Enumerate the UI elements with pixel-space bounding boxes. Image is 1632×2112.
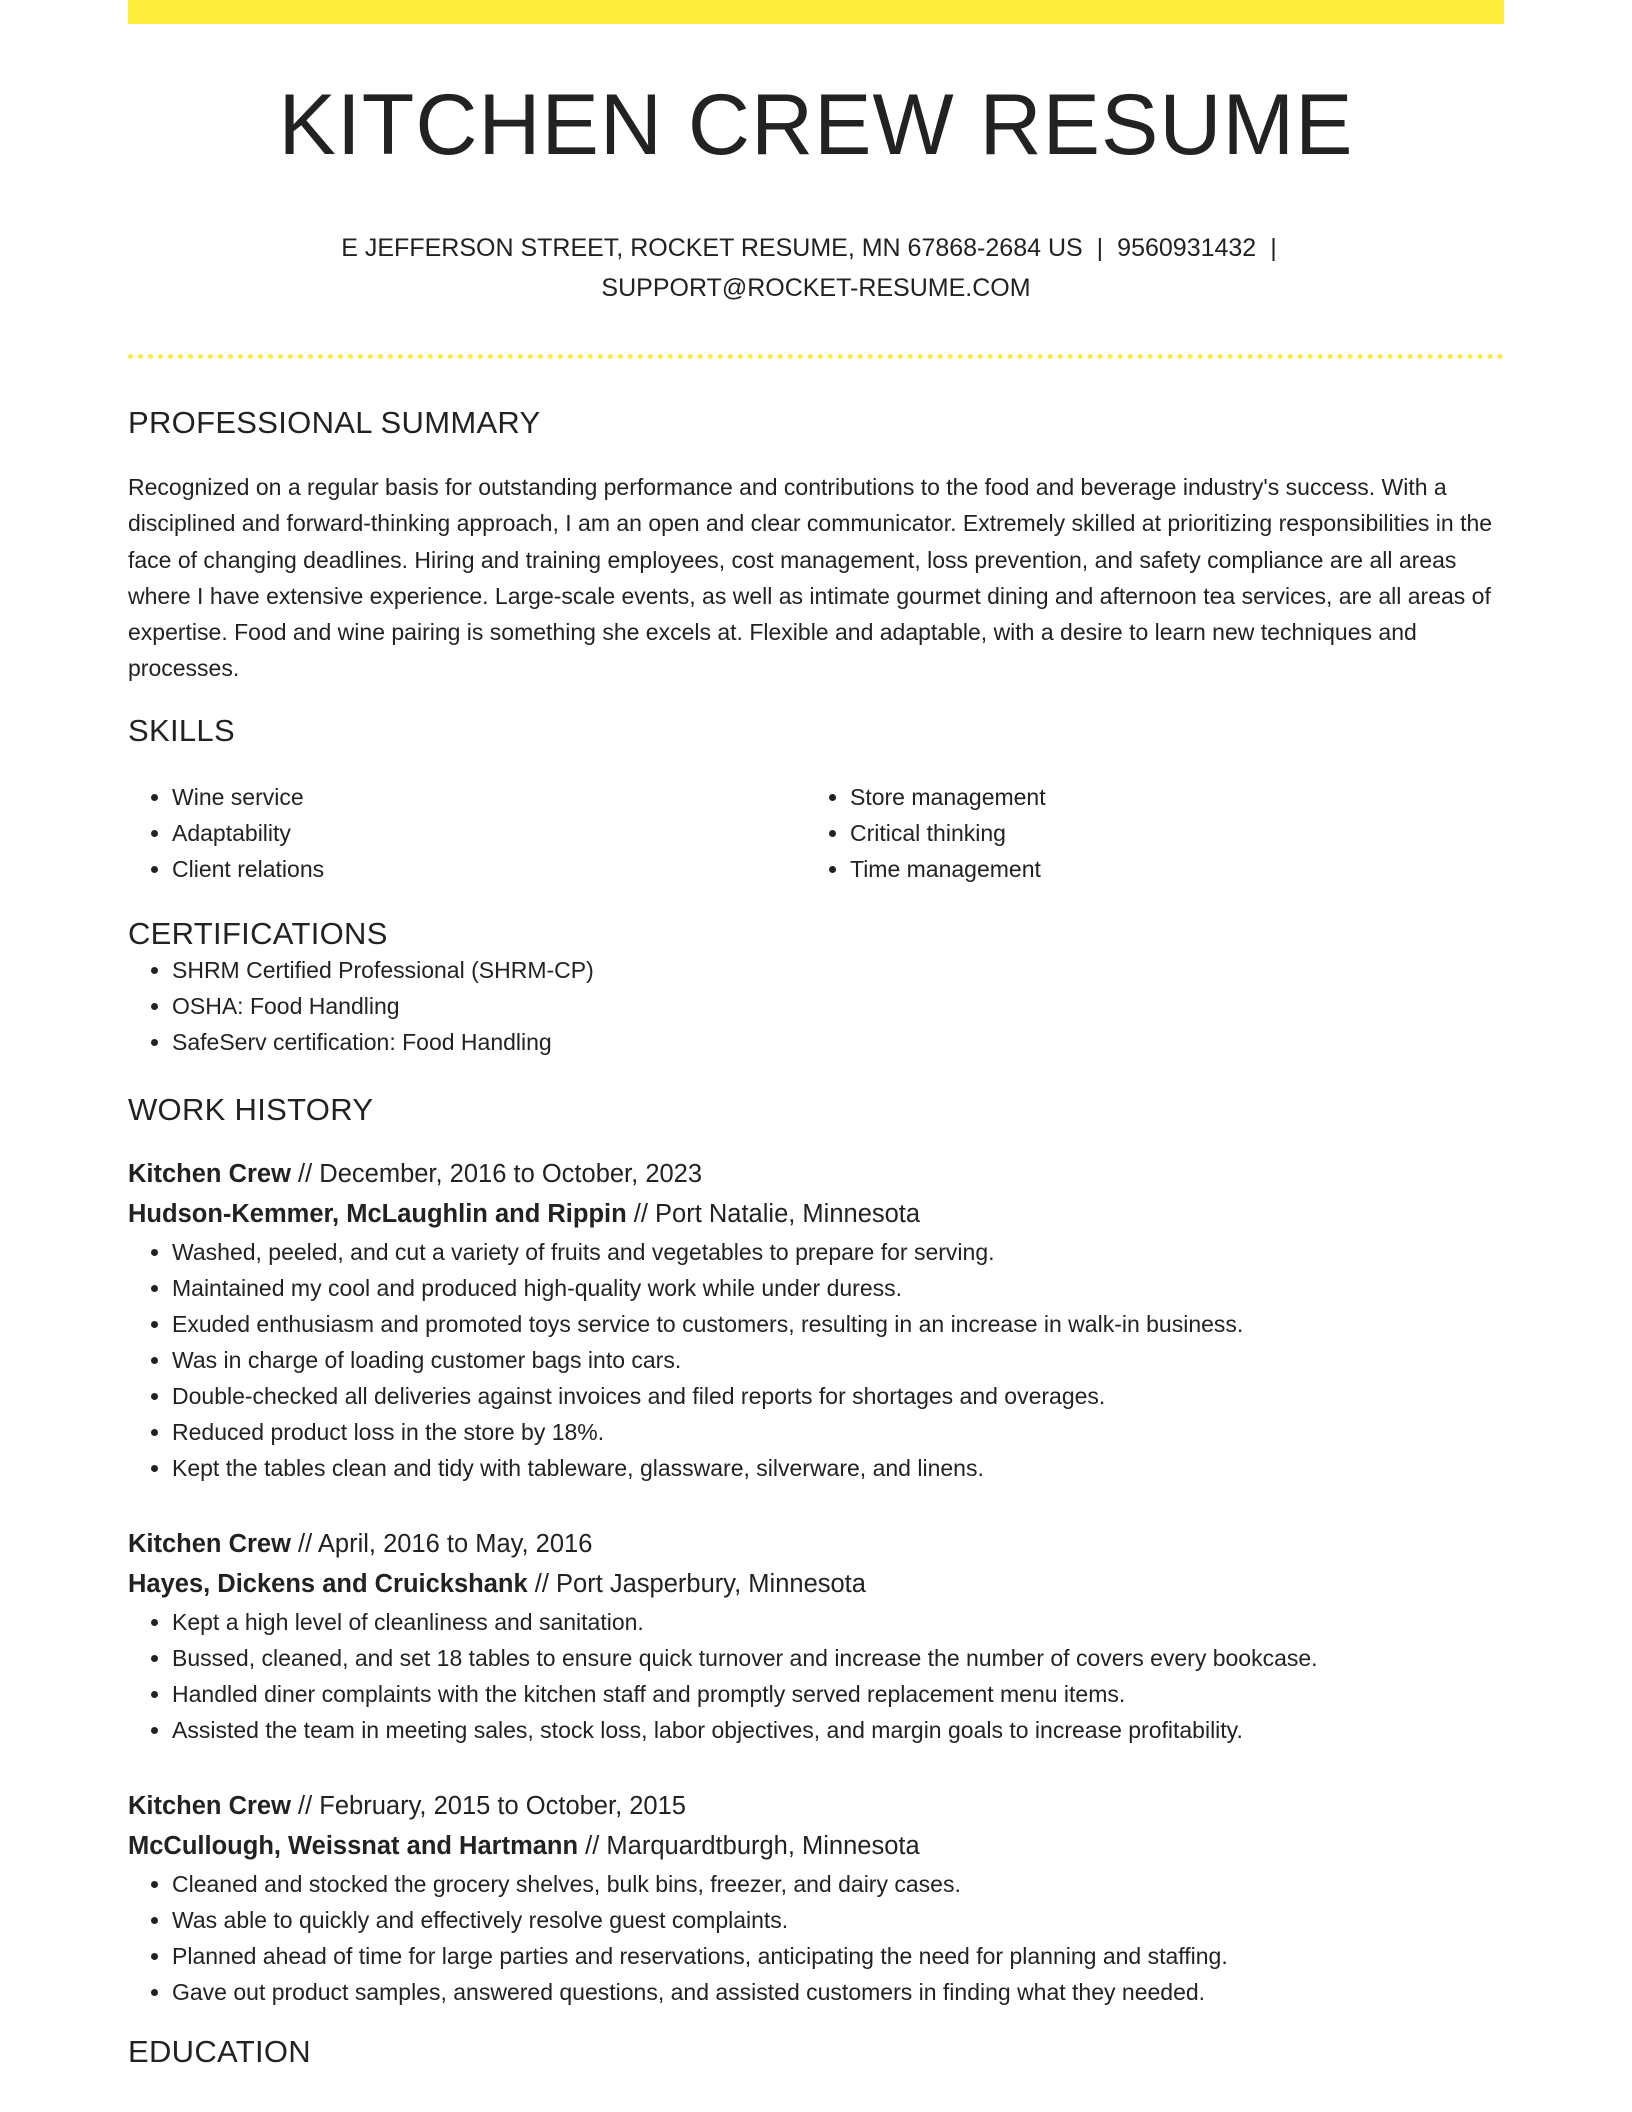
job-location: // Port Jasperbury, Minnesota — [527, 1569, 866, 1598]
job-company: McCullough, Weissnat and Hartmann — [128, 1831, 579, 1860]
job-role-line — [128, 1524, 1504, 1564]
certifications-section — [128, 916, 1504, 1060]
section-title-summary: PROFESSIONAL SUMMARY — [128, 405, 541, 440]
skills-list-left — [128, 779, 806, 887]
job-duty: • Reduced product loss in the store by 18%. — [172, 1414, 1504, 1450]
job-company-line — [128, 1564, 1504, 1604]
job-duties-list — [128, 1604, 1504, 1748]
skill-item: • Critical thinking — [850, 815, 1484, 851]
job-duty: • Was in charge of loading customer bags into cars. — [172, 1342, 1504, 1378]
job-duty: • Kept the tables clean and tidy with tableware, glassware, silverware, and linens. — [172, 1450, 1504, 1486]
job-entry — [128, 1786, 1504, 2010]
job-duty: • Double-checked all deliveries against invoices and filed reports for shortages and overages. — [172, 1378, 1504, 1414]
certifications-list — [128, 952, 1504, 1060]
contact-line-1 — [128, 228, 1504, 268]
certification-item: • SHRM Certified Professional (SHRM-CP) — [172, 952, 1504, 988]
job-role: Kitchen Crew — [128, 1791, 291, 1820]
skill-item: • Client relations — [172, 851, 806, 887]
summary-text: Recognized on a regular basis for outstanding performance and contributions to the food and beverage industry's success. With a disciplined and forward-thinking approach, I am an open and clear communicator. Extremely skilled at prioritizing responsibilities in the face of changing deadlines. Hiring and training employees, cost management, loss prevention, and safety compliance are all areas where I have extensive experience. Large-scale events, as well as intimate gourmet dining and afternoon tea services, are all areas of expertise. Food and wine pairing is something she excels at. Flexible and adaptable, with a desire to learn new techniques and processes. — [128, 474, 1493, 682]
job-role: Kitchen Crew — [128, 1159, 291, 1188]
job-role-line — [128, 1154, 1504, 1194]
section-title-education: EDUCATION — [128, 2033, 311, 2069]
certification-item: • SafeServ certification: Food Handling — [172, 1024, 1504, 1060]
job-location: // Port Natalie, Minnesota — [626, 1199, 921, 1228]
job-duty: • Planned ahead of time for large parties and reservations, anticipating the need for planning and staffing. — [172, 1938, 1504, 1974]
job-duty: • Exuded enthusiasm and promoted toys service to customers, resulting in an increase in walk-in business. — [172, 1306, 1504, 1342]
job-company: Hayes, Dickens and Cruickshank — [128, 1569, 528, 1598]
contact-separator: | — [1096, 234, 1104, 262]
job-company-line — [128, 1826, 1504, 1866]
email: SUPPORT@ROCKET-RESUME.COM — [601, 274, 1031, 302]
address: E JEFFERSON STREET, ROCKET RESUME, MN 67868-2684 US — [341, 234, 1083, 262]
job-duties-list — [128, 1234, 1504, 1486]
section-title-certifications: CERTIFICATIONS — [128, 915, 388, 951]
work-history-section — [128, 1092, 1504, 2010]
skill-item: • Time management — [850, 851, 1484, 887]
job-dates: // December, 2016 to October, 2023 — [290, 1159, 703, 1188]
job-location: // Marquardtburgh, Minnesota — [578, 1831, 920, 1860]
section-title-skills: SKILLS — [128, 712, 235, 748]
job-company-line — [128, 1194, 1504, 1234]
contact-line-2 — [128, 268, 1504, 308]
job-role-line — [128, 1786, 1504, 1826]
job-duties-list — [128, 1866, 1504, 2010]
job-duty: • Was able to quickly and effectively resolve guest complaints. — [172, 1902, 1504, 1938]
job-duty: • Gave out product samples, answered questions, and assisted customers in finding what they needed. — [172, 1974, 1504, 2010]
contact-info — [128, 228, 1504, 308]
resume-title: KITCHEN CREW RESUME — [278, 77, 1354, 173]
job-duty: • Washed, peeled, and cut a variety of fruits and vegetables to prepare for serving. — [172, 1234, 1504, 1270]
job-duty: • Kept a high level of cleanliness and sanitation. — [172, 1604, 1504, 1640]
job-duty: • Bussed, cleaned, and set 18 tables to ensure quick turnover and increase the number of covers every bookcase. — [172, 1640, 1504, 1676]
skill-item: • Wine service — [172, 779, 806, 815]
accent-top-bar — [128, 0, 1504, 24]
skill-item: • Store management — [850, 779, 1484, 815]
job-dates: // February, 2015 to October, 2015 — [290, 1791, 686, 1820]
education-section — [128, 2034, 1504, 2070]
dotted-divider — [128, 354, 1504, 359]
skills-columns — [128, 779, 1504, 887]
job-duty: • Maintained my cool and produced high-quality work while under duress. — [172, 1270, 1504, 1306]
job-role: Kitchen Crew — [128, 1529, 291, 1558]
job-duty: • Assisted the team in meeting sales, stock loss, labor objectives, and margin goals to increase profitability. — [172, 1712, 1504, 1748]
skill-item: • Adaptability — [172, 815, 806, 851]
job-entry — [128, 1524, 1504, 1748]
job-duty: • Cleaned and stocked the grocery shelves, bulk bins, freezer, and dairy cases. — [172, 1866, 1504, 1902]
skills-column-left — [128, 779, 806, 887]
skills-section — [128, 713, 1504, 887]
resume-header — [128, 24, 1504, 308]
resume-page — [128, 0, 1504, 2070]
skills-column-right — [806, 779, 1484, 887]
section-title-work-history: WORK HISTORY — [128, 1091, 374, 1127]
certification-item: • OSHA: Food Handling — [172, 988, 1504, 1024]
job-duty: • Handled diner complaints with the kitchen staff and promptly served replacement menu items. — [172, 1676, 1504, 1712]
job-entry — [128, 1154, 1504, 1486]
job-company: Hudson-Kemmer, McLaughlin and Rippin — [128, 1199, 627, 1228]
job-dates: // April, 2016 to May, 2016 — [290, 1529, 593, 1558]
phone: 9560931432 — [1117, 234, 1257, 262]
contact-separator: | — [1270, 234, 1277, 262]
skills-list-right — [806, 779, 1484, 887]
summary-section — [128, 405, 1504, 687]
